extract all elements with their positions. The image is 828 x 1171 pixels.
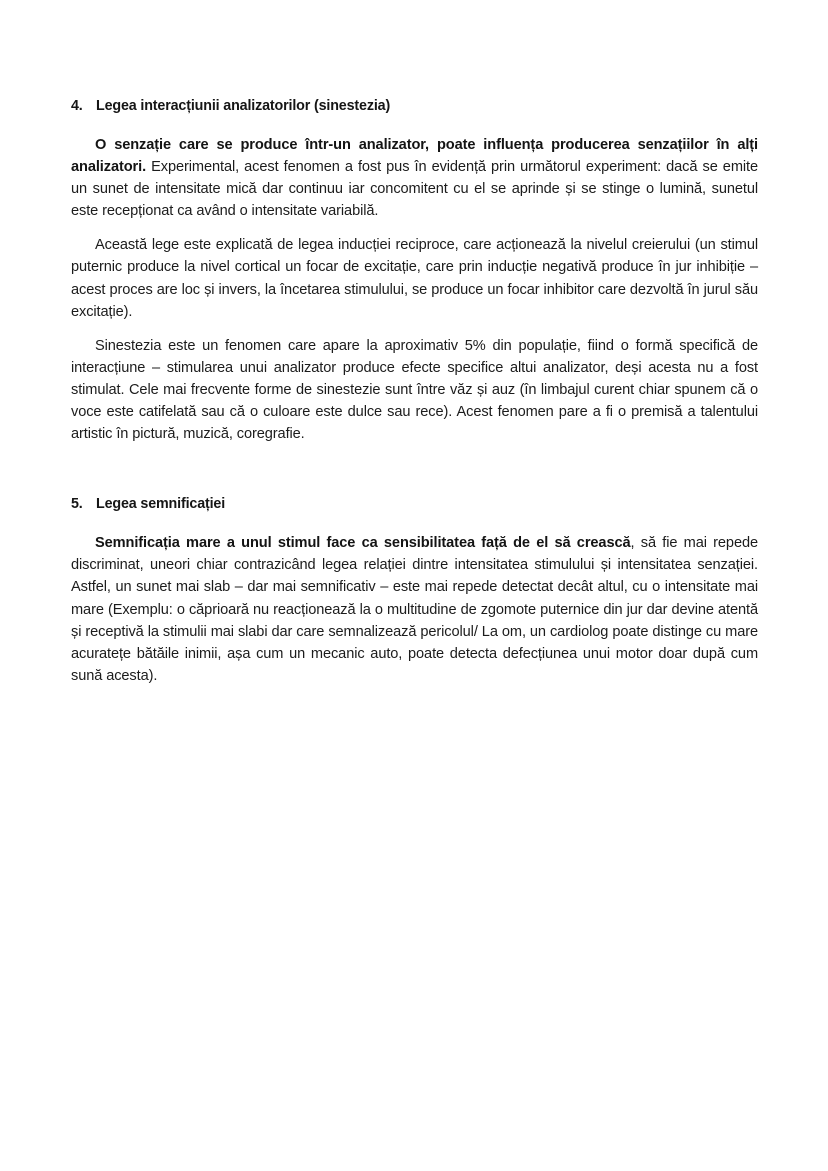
spacer — [71, 116, 758, 134]
paragraph-4-1-text: Experimental, acest fenomen a fost pus în evidență prin următorul experiment: dacă se emite un sunet de intensitate mică dar continuu iar concomitent cu el se aprinde și se stinge o lumină, sunetul este recepționat ca având o intensitate variabilă. — [71, 159, 758, 220]
spacer — [71, 323, 758, 335]
paragraph-4-1 — [71, 134, 758, 222]
section-number-4: 4. — [71, 98, 83, 114]
paragraph-4-2 — [71, 234, 758, 322]
paragraph-5-1-lead: Semnificația mare a unul stimul face ca sensibilitatea față de el să crească — [95, 535, 631, 552]
paragraph-5-1 — [71, 532, 758, 687]
paragraph-4-2-text: Această lege este explicată de legea inducției reciproce, care acționează la nivelul creierului (un stimul puternic produce la nivel cortical un focar de excitație, care prin inducție negativă produce în jur inhibiție – acest proces are loc și invers, la încetarea stimulului, se produce un focar inhibitor care dezvoltă în jurul său excitație). — [71, 237, 758, 320]
section-heading-4 — [71, 96, 758, 116]
paragraph-5-1-text: , să fie mai repede discriminat, uneori chiar contrazicând legea relației dintre intensitatea stimulului și intensitatea senzației. Astfel, un sunet mai slab – dar mai semnificativ – este mai repede detectat decât altul, cu o intensitate mai mare (Exemplu: o căprioară nu reacționează la o multitudine de zgomote puternice din jur dar devine atentă și receptivă la stimulii mai slabi dar care semnalizează pericolul/ La om, un cardiolog poate distinge cu mare acuratețe bătăile inimii, așa cum un mecanic auto, poate detecta defecțiunea unui motor doar după cum sună acesta). — [71, 535, 758, 684]
spacer — [71, 445, 758, 494]
paragraph-4-3 — [71, 335, 758, 445]
section-title-5: Legea semnificației — [96, 496, 226, 513]
document-content — [71, 96, 758, 687]
section-number-5: 5. — [71, 496, 83, 513]
paragraph-4-3-text: Sinestezia este un fenomen care apare la aproximativ 5% din populație, fiind o formă specifică de interacțiune – stimularea unui analizator produce efecte specifice altui analizator, deși acesta nu a fost stimulat. Cele mai frecvente forme de sinestezie sunt între văz și auz (în limbajul curent chiar spunem că o voce este catifelată sau că o culoare este dulce sau rece). Acest fenomen pare a fi o premisă a talentului artistic în pictură, muzică, coregrafie. — [71, 337, 758, 443]
spacer — [71, 514, 758, 532]
section-heading-5 — [71, 494, 758, 514]
spacer — [71, 222, 758, 234]
section-title-4: Legea interacțiunii analizatorilor (sinestezia) — [96, 98, 391, 114]
paragraph-4-1-lead: O senzație care se produce într-un analizator, poate influența producerea senzațiilor în alți analizatori. — [71, 137, 758, 176]
